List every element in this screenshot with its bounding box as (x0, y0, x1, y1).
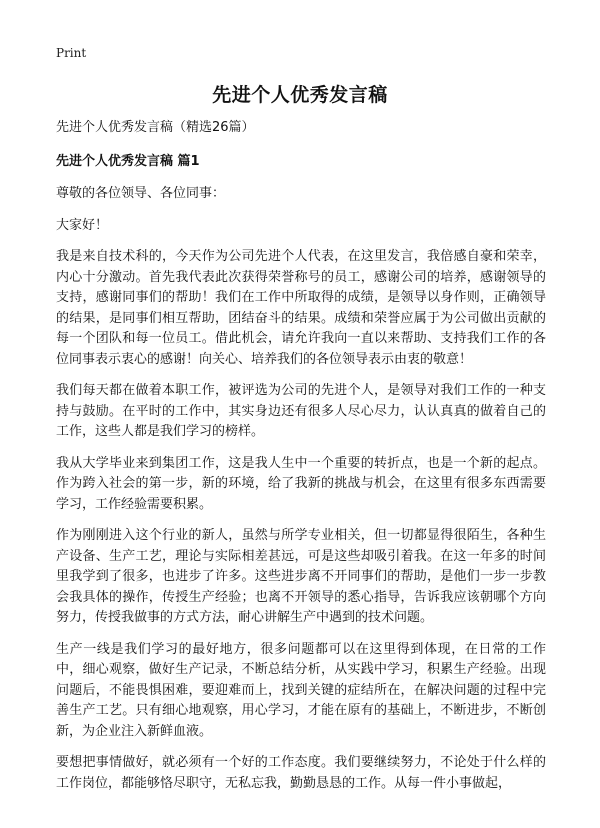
greeting: 大家好！ (56, 217, 109, 233)
paragraph: 要想把事情做好，就必须有一个好的工作态度。我们要继续努力，不论处于什么样的工作岗位，都能够恪尽职守，无私忘我，勤勤恳恳的工作。从每一件小事做起， (56, 755, 546, 791)
paragraph: 我们每天都在做着本职工作，被评选为公司的先进个人，是领导对我们工作的一种支持与鼓励。在平时的工作中，其实身边还有很多人尽心尽力，认认真真的做着自己的工作，这些人都是我们学习的榜样。 (56, 383, 546, 439)
paragraph: 作为刚刚进入这个行业的新人，虽然与所学专业相关，但一切都显得很陌生，各种生产设备、生产工艺，理论与实际相差甚远，可是这些却吸引着我。在这一年多的时间里我学到了很多，也进步了许多。这些进步离不开同事们的帮助，是他们一步一步教会我具体的操作，传授生产经验；也离不开领导的悉心指导，告诉我应该朝哪个方向努力，传授我做事的方式方法，耐心讲解生产中遇到的技术问题。 (56, 528, 546, 625)
document-subtitle: 先进个人优秀发言稿（精选26篇） (56, 120, 255, 135)
paragraph: 生产一线是我们学习的最好地方，很多问题都可以在这里得到体现，在日常的工作中，细心观察，做好生产记录，不断总结分析，从实践中学习，积累生产经验。出现问题后，不能畏惧困难，要迎难而上，找到关键的症结所在，在解决问题的过程中完善生产工艺。只有细心地观察，用心学习，才能在原有的基础上，不断进步，不断创新，为企业注入新鲜血液。 (56, 641, 546, 739)
document-title: 先进个人优秀发言稿 (212, 84, 388, 106)
paragraph: 我是来自技术科的，今天作为公司先进个人代表，在这里发言，我倍感自豪和荣幸，内心十分激动。首先我代表此次获得荣誉称号的员工，感谢公司的培养，感谢领导的支持，感谢同事们的帮助！我们在工作中所取得的成绩，是领导以身作则，正确领导的结果，是同事们相互帮助，团结奋斗的结果。成绩和荣誉应属于为公司做出贡献的每一个团队和每一位员工。借此机会，请允许我向一直以来帮助、支持我们工作的各位同事表示衷心的感谢！向关心、培养我们的各位领导表示由衷的敬意！ (56, 249, 546, 367)
document-body (56, 118, 546, 805)
print-link[interactable]: Print (56, 46, 87, 60)
salutation: 尊敬的各位领导、各位同事： (56, 186, 226, 201)
section-heading: 先进个人优秀发言稿 篇1 (56, 154, 200, 169)
paragraph: 我从大学毕业来到集团工作，这是我人生中一个重要的转折点，也是一个新的起点。作为跨入社会的第一步，新的环境，给了我新的挑战与机会，在这里有很多东西需要学习，工作经验需要积累。 (56, 455, 546, 512)
